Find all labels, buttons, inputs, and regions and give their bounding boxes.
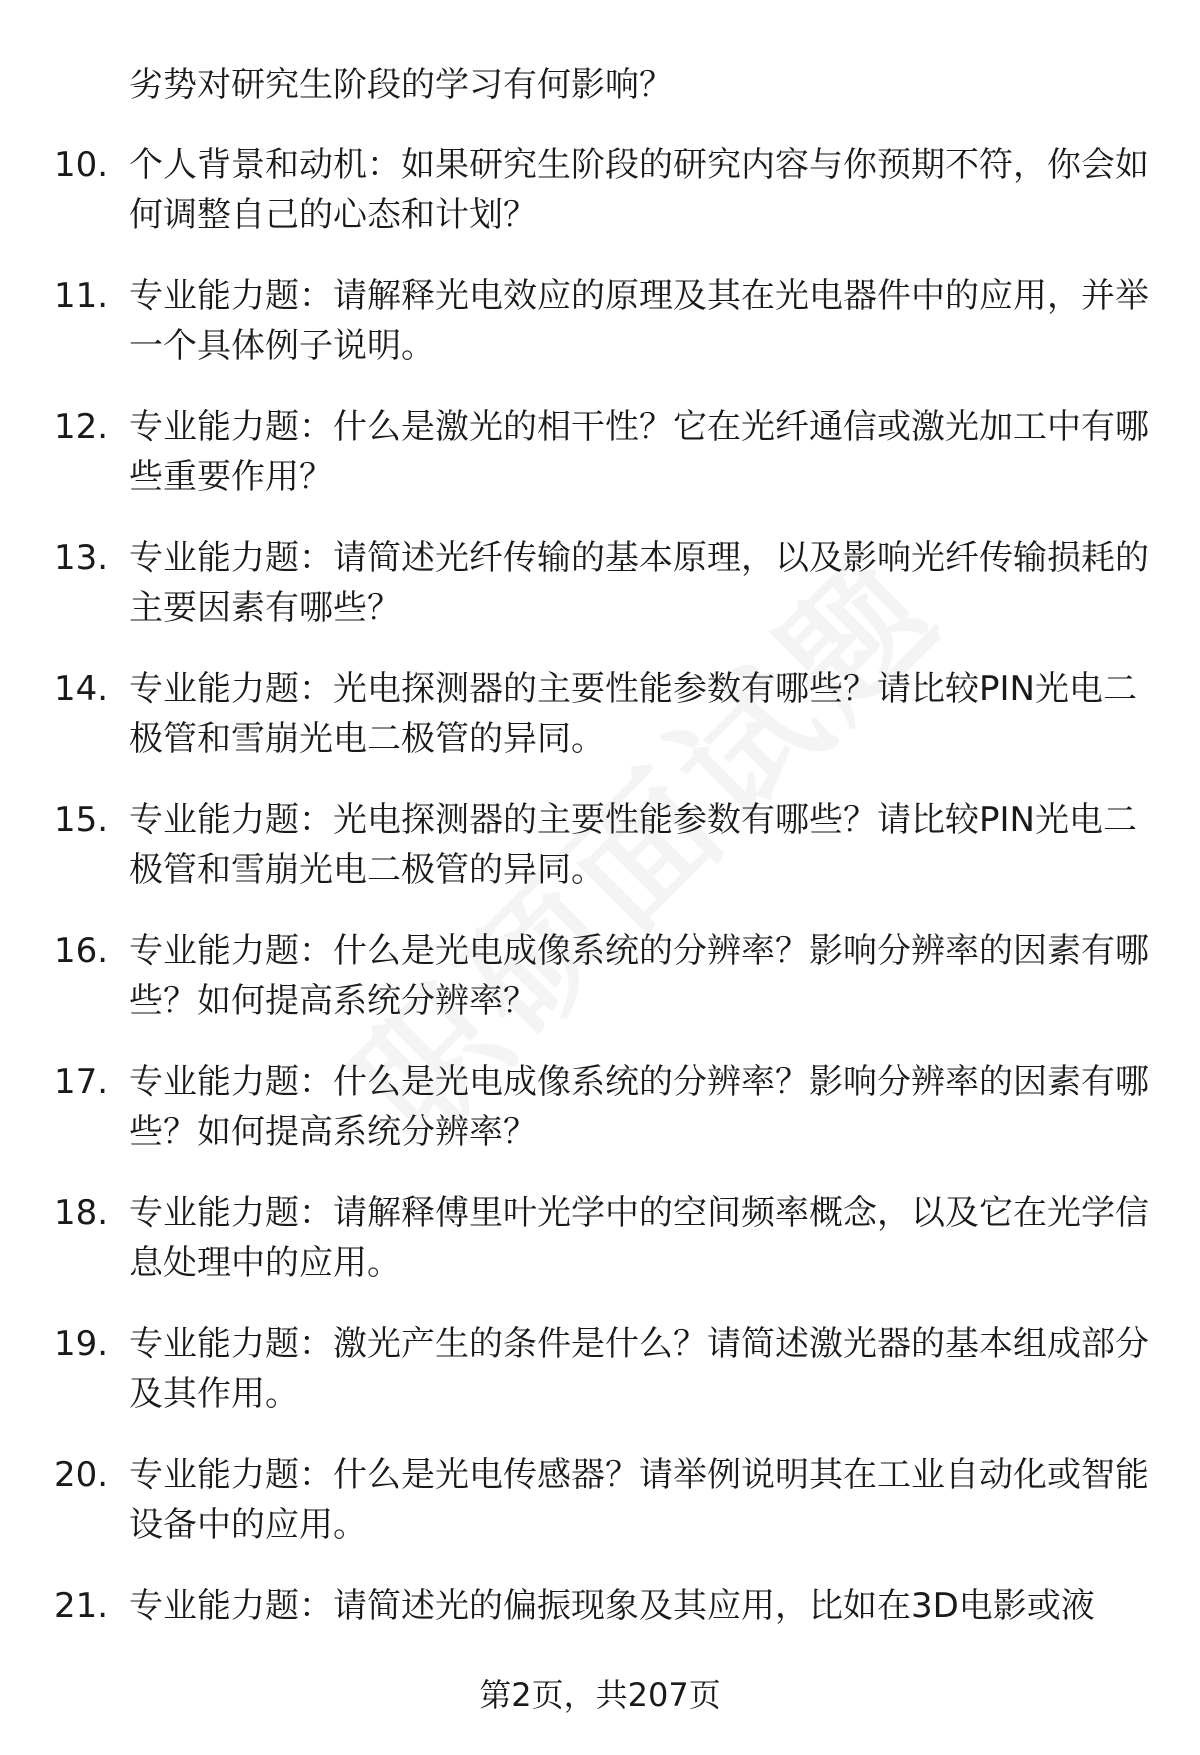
question-text: 专业能力题：请简述光的偏振现象及其应用，比如在3D电影或液 [129,1586,1095,1626]
question-number: 10. [54,145,109,185]
question-number: 11. [54,276,109,316]
question-number: 19. [54,1324,109,1364]
question-number: 20. [54,1455,109,1495]
question-item [0,795,1200,926]
question-list [0,140,1200,1712]
question-text: 专业能力题：请解释傅里叶光学中的空间频率概念，以及它在光学信息处理中的应用。 [129,1193,1149,1283]
question-item [0,533,1200,664]
question-item [0,926,1200,1057]
question-number: 12. [54,407,109,447]
page-footer: 第2页，共207页 [479,1676,721,1714]
question-item [0,1450,1200,1581]
question-text: 专业能力题：请简述光纤传输的基本原理，以及影响光纤传输损耗的主要因素有哪些？ [129,538,1149,628]
question-text: 专业能力题：光电探测器的主要性能参数有哪些？请比较PIN光电二极管和雪崩光电二极管的异同。 [129,669,1137,759]
question-number: 17. [54,1062,109,1102]
question-item [0,271,1200,402]
question-number: 14. [54,669,109,709]
question-number: 13. [54,538,109,578]
question-text: 专业能力题：什么是激光的相干性？它在光纤通信或激光加工中有哪些重要作用？ [129,407,1149,497]
question-number: 21. [54,1586,109,1626]
question-item [0,1319,1200,1450]
question-item [0,1188,1200,1319]
question-item [0,140,1200,271]
question-item [0,664,1200,795]
question-text: 个人背景和动机：如果研究生阶段的研究内容与你预期不符，你会如何调整自己的心态和计划？ [129,145,1149,235]
question-text: 专业能力题：请解释光电效应的原理及其在光电器件中的应用，并举一个具体例子说明。 [129,276,1149,366]
question-item [0,1057,1200,1188]
question-text: 专业能力题：什么是光电传感器？请举例说明其在工业自动化或智能设备中的应用。 [129,1455,1149,1545]
question-number: 16. [54,931,109,971]
question-text: 专业能力题：激光产生的条件是什么？请简述激光器的基本组成部分及其作用。 [129,1324,1149,1414]
question-number: 15. [54,800,109,840]
question-text: 专业能力题：光电探测器的主要性能参数有哪些？请比较PIN光电二极管和雪崩光电二极管的异同。 [129,800,1137,890]
question-number: 18. [54,1193,109,1233]
question-text: 专业能力题：什么是光电成像系统的分辨率？影响分辨率的因素有哪些？如何提高系统分辨率？ [129,1062,1149,1152]
continuation-text: 劣势对研究生阶段的学习有何影响？ [129,65,673,105]
question-text: 专业能力题：什么是光电成像系统的分辨率？影响分辨率的因素有哪些？如何提高系统分辨率？ [129,931,1149,1021]
question-item [0,402,1200,533]
